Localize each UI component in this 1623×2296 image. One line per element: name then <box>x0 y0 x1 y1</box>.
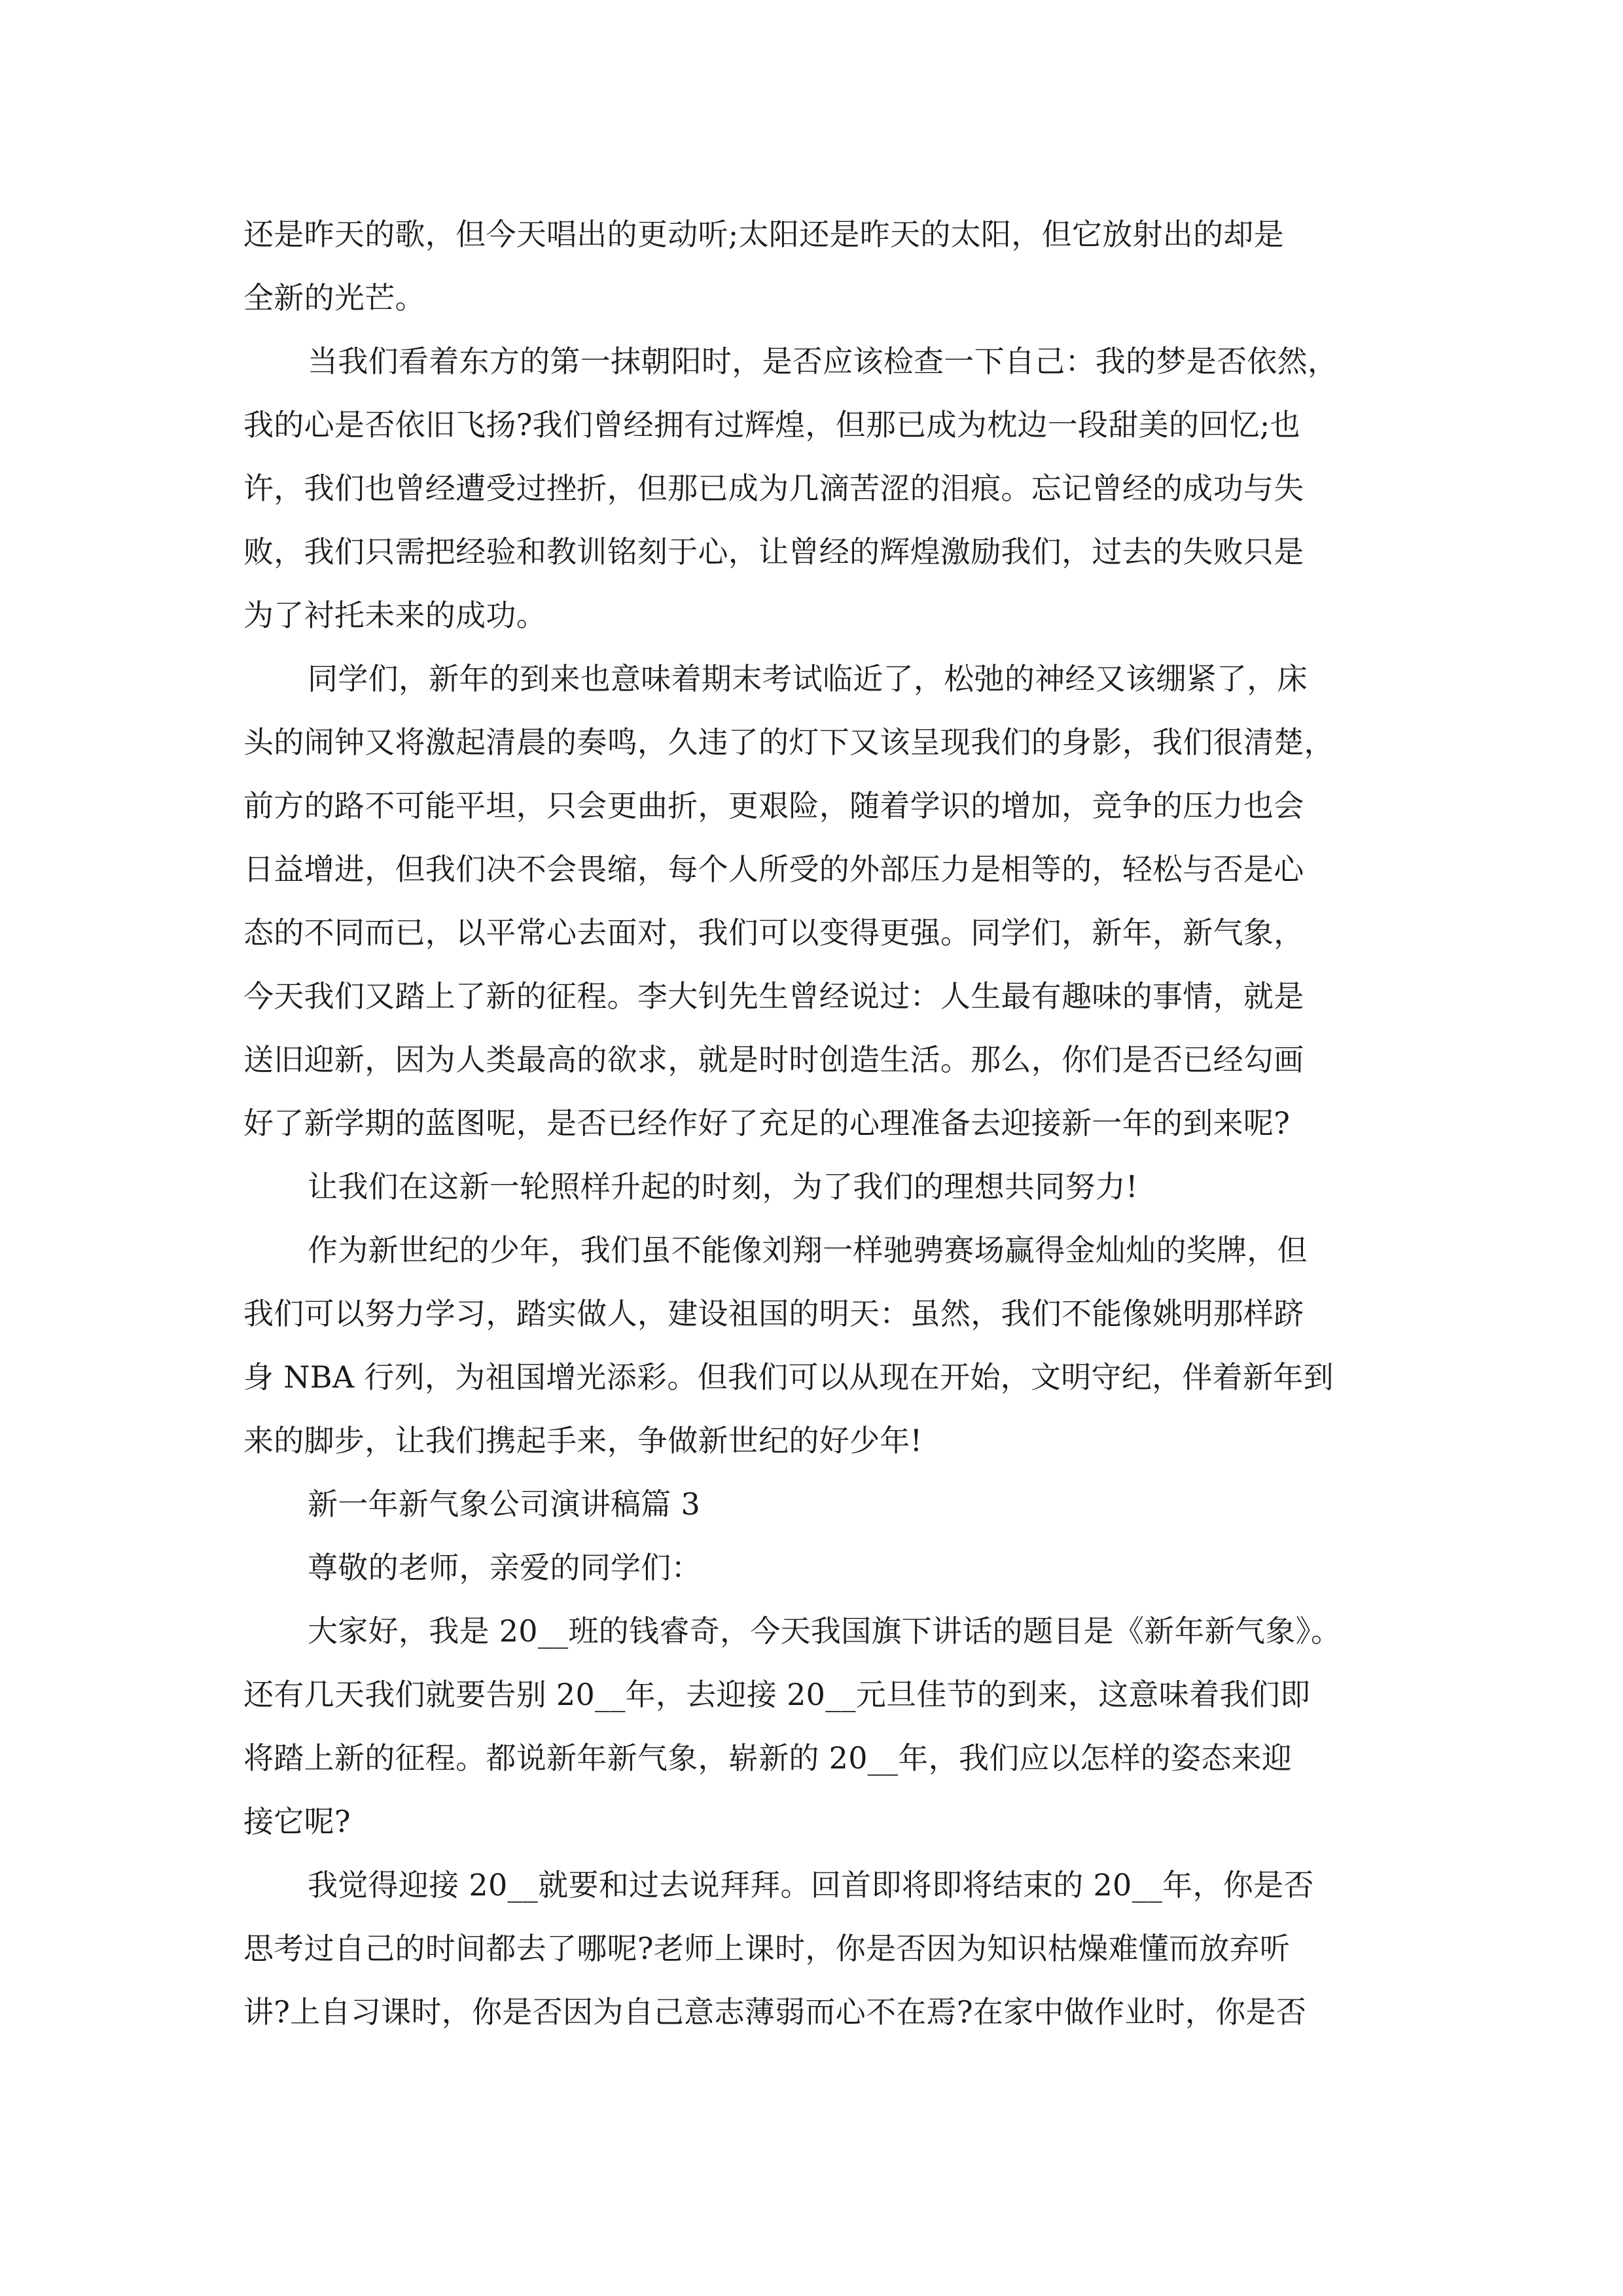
text-line: 为了衬托未来的成功。 <box>243 598 546 633</box>
text-line: 送旧迎新，因为人类最高的欲求，就是时时创造生活。那么，你们是否已经勾画 <box>243 1042 1304 1077</box>
text-line: 让我们在这新一轮照样升起的时刻，为了我们的理想共同努力! <box>308 1169 1138 1204</box>
text-line: 败，我们只需把经验和教训铭刻于心，让曾经的辉煌激励我们，过去的失败只是 <box>243 534 1304 569</box>
salutation: 尊敬的老师，亲爱的同学们： <box>308 1550 702 1585</box>
text-line: 接它呢? <box>243 1804 351 1839</box>
text-line: 身 NBA 行列，为祖国增光添彩。但我们可以从现在开始，文明守纪，伴着新年到 <box>243 1359 1334 1395</box>
text-line: 头的闹钟又将激起清晨的奏鸣，久违了的灯下又该呈现我们的身影，我们很清楚， <box>243 725 1334 760</box>
text-line: 作为新世纪的少年，我们虽不能像刘翔一样驰骋赛场赢得金灿灿的奖牌，但 <box>308 1232 1308 1268</box>
text-line: 大家好，我是 20__班的钱睿奇，今天我国旗下讲话的题目是《新年新气象》。 <box>308 1613 1342 1649</box>
text-line: 好了新学期的蓝图呢，是否已经作好了充足的心理准备去迎接新一年的到来呢? <box>243 1105 1291 1141</box>
text-line: 还是昨天的歌，但今天唱出的更动听;太阳还是昨天的太阳，但它放射出的却是 <box>243 217 1284 252</box>
document-body <box>243 203 1382 2044</box>
text-line: 态的不同而已，以平常心去面对，我们可以变得更强。同学们，新年，新气象， <box>243 915 1304 950</box>
text-line: 同学们，新年的到来也意味着期末考试临近了，松弛的神经又该绷紧了，床 <box>308 661 1308 696</box>
text-line: 我的心是否依旧飞扬?我们曾经拥有过辉煌，但那已成为枕边一段甜美的回忆;也 <box>243 407 1300 442</box>
section-heading: 新一年新气象公司演讲稿篇 3 <box>308 1486 701 1522</box>
text-line: 将踏上新的征程。都说新年新气象，崭新的 20__年，我们应以怎样的姿态来迎 <box>243 1740 1293 1776</box>
text-line: 全新的光芒。 <box>243 280 425 315</box>
text-line: 还有几天我们就要告别 20__年，去迎接 20__元旦佳节的到来，这意味着我们即 <box>243 1677 1311 1712</box>
text-line: 今天我们又踏上了新的征程。李大钊先生曾经说过：人生最有趣味的事情，就是 <box>243 978 1304 1014</box>
text-line: 思考过自己的时间都去了哪呢?老师上课时，你是否因为知识枯燥难懂而放弃听 <box>243 1931 1291 1966</box>
text-line: 当我们看着东方的第一抹朝阳时，是否应该检查一下自己：我的梦是否依然， <box>308 344 1338 379</box>
text-line: 我们可以努力学习，踏实做人，建设祖国的明天：虽然，我们不能像姚明那样跻 <box>243 1296 1304 1331</box>
text-line: 许，我们也曾经遭受过挫折，但那已成为几滴苦涩的泪痕。忘记曾经的成功与失 <box>243 471 1304 506</box>
text-line: 前方的路不可能平坦，只会更曲折，更艰险，随着学识的增加，竞争的压力也会 <box>243 788 1304 823</box>
text-line: 来的脚步，让我们携起手来，争做新世纪的好少年! <box>243 1423 923 1458</box>
text-line: 日益增进，但我们决不会畏缩，每个人所受的外部压力是相等的，轻松与否是心 <box>243 852 1304 887</box>
text-line: 我觉得迎接 20__就要和过去说拜拜。回首即将即将结束的 20__年，你是否 <box>308 1867 1314 1903</box>
text-line: 讲?上自习课时，你是否因为自己意志薄弱而心不在焉?在家中做作业时，你是否 <box>243 1994 1307 2030</box>
